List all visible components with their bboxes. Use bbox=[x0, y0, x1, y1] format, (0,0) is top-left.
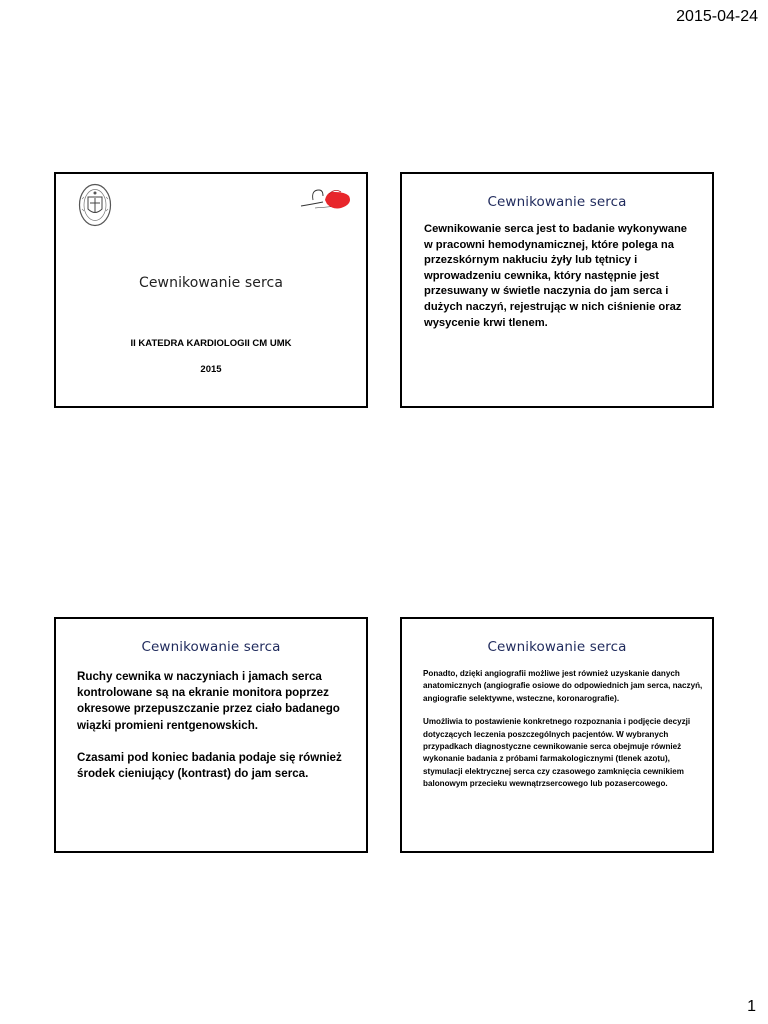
page-number: 1 bbox=[747, 998, 756, 1015]
paragraph: Umożliwia to postawienie konkretnego rozpoznania i podjęcie decyzji dotyczących leczenia poszczególnych pacjentów. W wybranych przypadkach diagnostyczne cewnikowanie serca obejmuje również wykonanie badania z próbami farmakologicznymi (tlenek azotu), stymulacji elektrycznej serca czy czasowego zamknięcia cewnikiem balonowym przecieku wewnątrzsercowego lub pozasercowego. bbox=[423, 717, 691, 789]
slide-title: Cewnikowanie serca bbox=[141, 639, 281, 655]
slide-body bbox=[423, 668, 703, 802]
slide-title: Cewnikowanie serca bbox=[487, 639, 627, 655]
paragraph: Czasami pod koniec badania podaje się również środek cieniujący (kontrast) do jam serca. bbox=[77, 750, 342, 781]
paragraph: Ponadto, dzięki angiografii możliwe jest również uzyskanie danych anatomicznych (angiografie osiowe do odpowiednich jam serca, naczyń, angiografie selektywne, wsteczne, koronarografie). bbox=[423, 669, 703, 703]
paragraph: Ruchy cewnika w naczyniach i jamach serca kontrolowane są na ekranie monitora poprzez okresowe przepuszczanie przez ciało badanego wiązki promieni rentgenowskich. bbox=[77, 670, 340, 732]
slide-body bbox=[424, 222, 694, 331]
heart-logo-icon bbox=[299, 186, 353, 214]
slide-3 bbox=[54, 617, 368, 853]
slide-body bbox=[77, 669, 353, 798]
slide-4 bbox=[400, 617, 714, 853]
slide-title: Cewnikowanie serca bbox=[487, 194, 627, 210]
slide-1 bbox=[54, 172, 368, 408]
slide-2 bbox=[400, 172, 714, 408]
paragraph: Cewnikowanie serca jest to badanie wykonywane w pracowni hemodynamicznej, które polega na przezskórnym nakłuciu żyły lub tętnicy i wprowadzeniu cewnika, który następnie jest przesuwany w świetle naczynia do jam serca i dużych naczyń, rejestrując w nich ciśnienie oraz wysycenie krwi tlenem. bbox=[424, 223, 687, 329]
print-date: 2015-04-24 bbox=[676, 8, 758, 25]
department-name: II KATEDRA KARDIOLOGII CM UMK bbox=[130, 338, 292, 349]
year: 2015 bbox=[200, 364, 222, 375]
university-seal-icon bbox=[78, 183, 112, 227]
slide-title: Cewnikowanie serca bbox=[138, 275, 284, 291]
